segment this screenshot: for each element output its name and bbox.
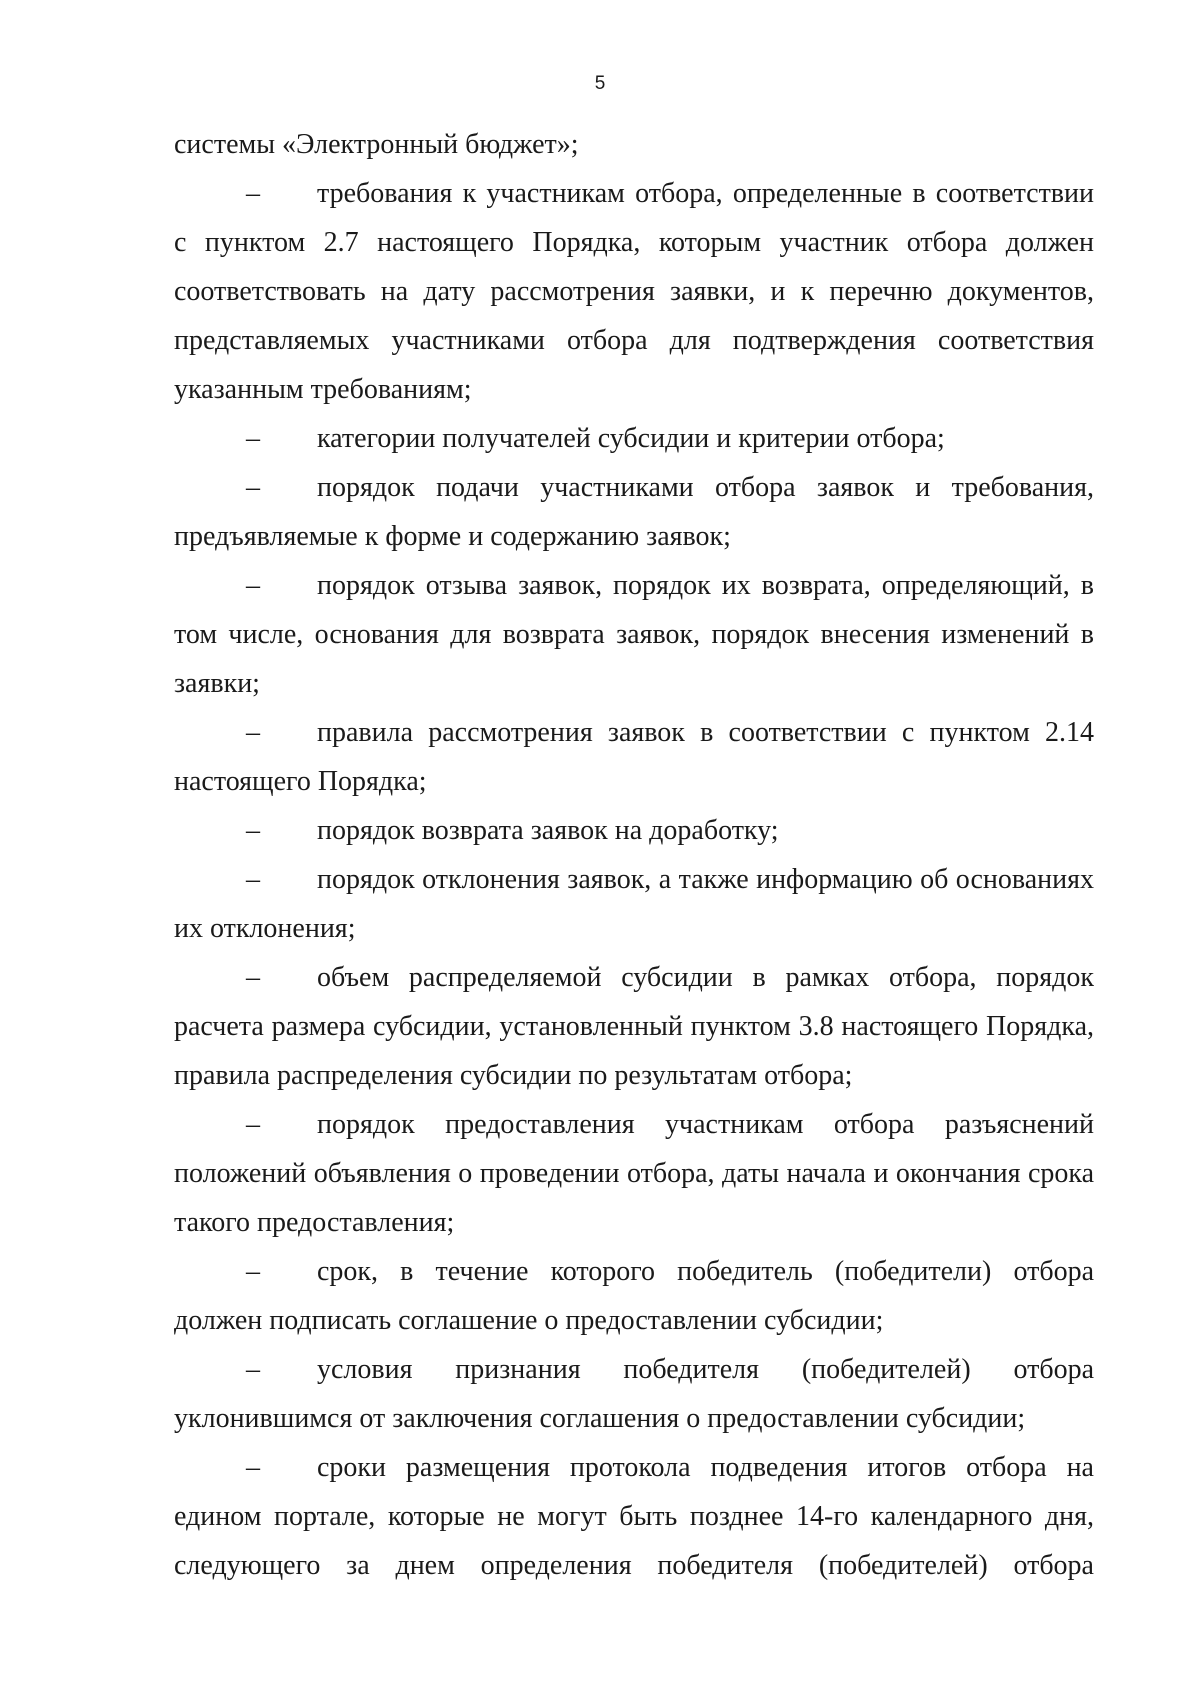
list-dash: – — [246, 1256, 260, 1287]
list-item — [174, 1100, 1094, 1247]
list-dash: – — [246, 864, 260, 895]
list-item-text: порядок отзыва заявок, порядок их возврата, определяющий, в том числе, основания для возврата заявок, порядок внесения изменений в заявки; — [174, 570, 1094, 699]
list-item-text: условия признания победителя (победителей) отбора уклонившимся от заключения соглашения о предоставлении субсидии; — [174, 1354, 1094, 1434]
list-item-text: объем распределяемой субсидии в рамках отбора, порядок расчета размера субсидии, установленный пунктом 3.8 настоящего Порядка, правила распределения субсидии по результатам отбора; — [174, 962, 1094, 1091]
lead-paragraph: системы «Электронный бюджет»; — [174, 129, 579, 160]
list-item-text: правила рассмотрения заявок в соответствии с пунктом 2.14 настоящего Порядка; — [174, 717, 1094, 797]
list-dash: – — [246, 717, 260, 748]
list-dash: – — [246, 1452, 260, 1483]
list-item-text: порядок отклонения заявок, а также информацию об основаниях их отклонения; — [174, 864, 1094, 944]
list-item — [174, 953, 1094, 1100]
list-item-text: срок, в течение которого победитель (победители) отбора должен подписать соглашение о предоставлении субсидии; — [174, 1256, 1094, 1336]
list-dash: – — [246, 423, 260, 454]
list-item-text: категории получателей субсидии и критерии отбора; — [317, 423, 945, 454]
list-item — [174, 855, 1094, 953]
list-item — [174, 806, 1094, 855]
list-item — [174, 1345, 1094, 1443]
list-item-text: порядок возврата заявок на доработку; — [317, 815, 779, 846]
list-dash: – — [246, 1354, 260, 1385]
list-item — [174, 1247, 1094, 1345]
list-item — [174, 414, 1094, 463]
list-item — [174, 463, 1094, 561]
list-dash: – — [246, 570, 260, 601]
list-dash: – — [246, 178, 260, 209]
list-item — [174, 1443, 1094, 1590]
list-item — [174, 708, 1094, 806]
list-item-text: порядок предоставления участникам отбора разъяснений положений объявления о проведении отбора, даты начала и окончания срока такого предоставления; — [174, 1109, 1094, 1238]
list-dash: – — [246, 472, 260, 503]
list-item-text: требования к участникам отбора, определенные в соответствии с пунктом 2.7 настоящего Порядка, которым участник отбора должен соответствовать на дату рассмотрения заявки, и к перечню документов, представляемых участниками отбора для подтверждения соответствия указанным требованиям; — [174, 178, 1094, 405]
list-item-text: сроки размещения протокола подведения итогов отбора на едином портале, которые не могут быть позднее 14-го календарного дня, следующего за днем определения победителя (победителей) отбора — [174, 1452, 1094, 1581]
list-dash: – — [246, 962, 260, 993]
list-item-text: порядок подачи участниками отбора заявок и требования, предъявляемые к форме и содержанию заявок; — [174, 472, 1094, 552]
list-item — [174, 561, 1094, 708]
list-dash: – — [246, 1109, 260, 1140]
list-item — [174, 169, 1094, 414]
page-number: 5 — [594, 73, 606, 94]
list-dash: – — [246, 815, 260, 846]
document-body — [174, 120, 1094, 1590]
